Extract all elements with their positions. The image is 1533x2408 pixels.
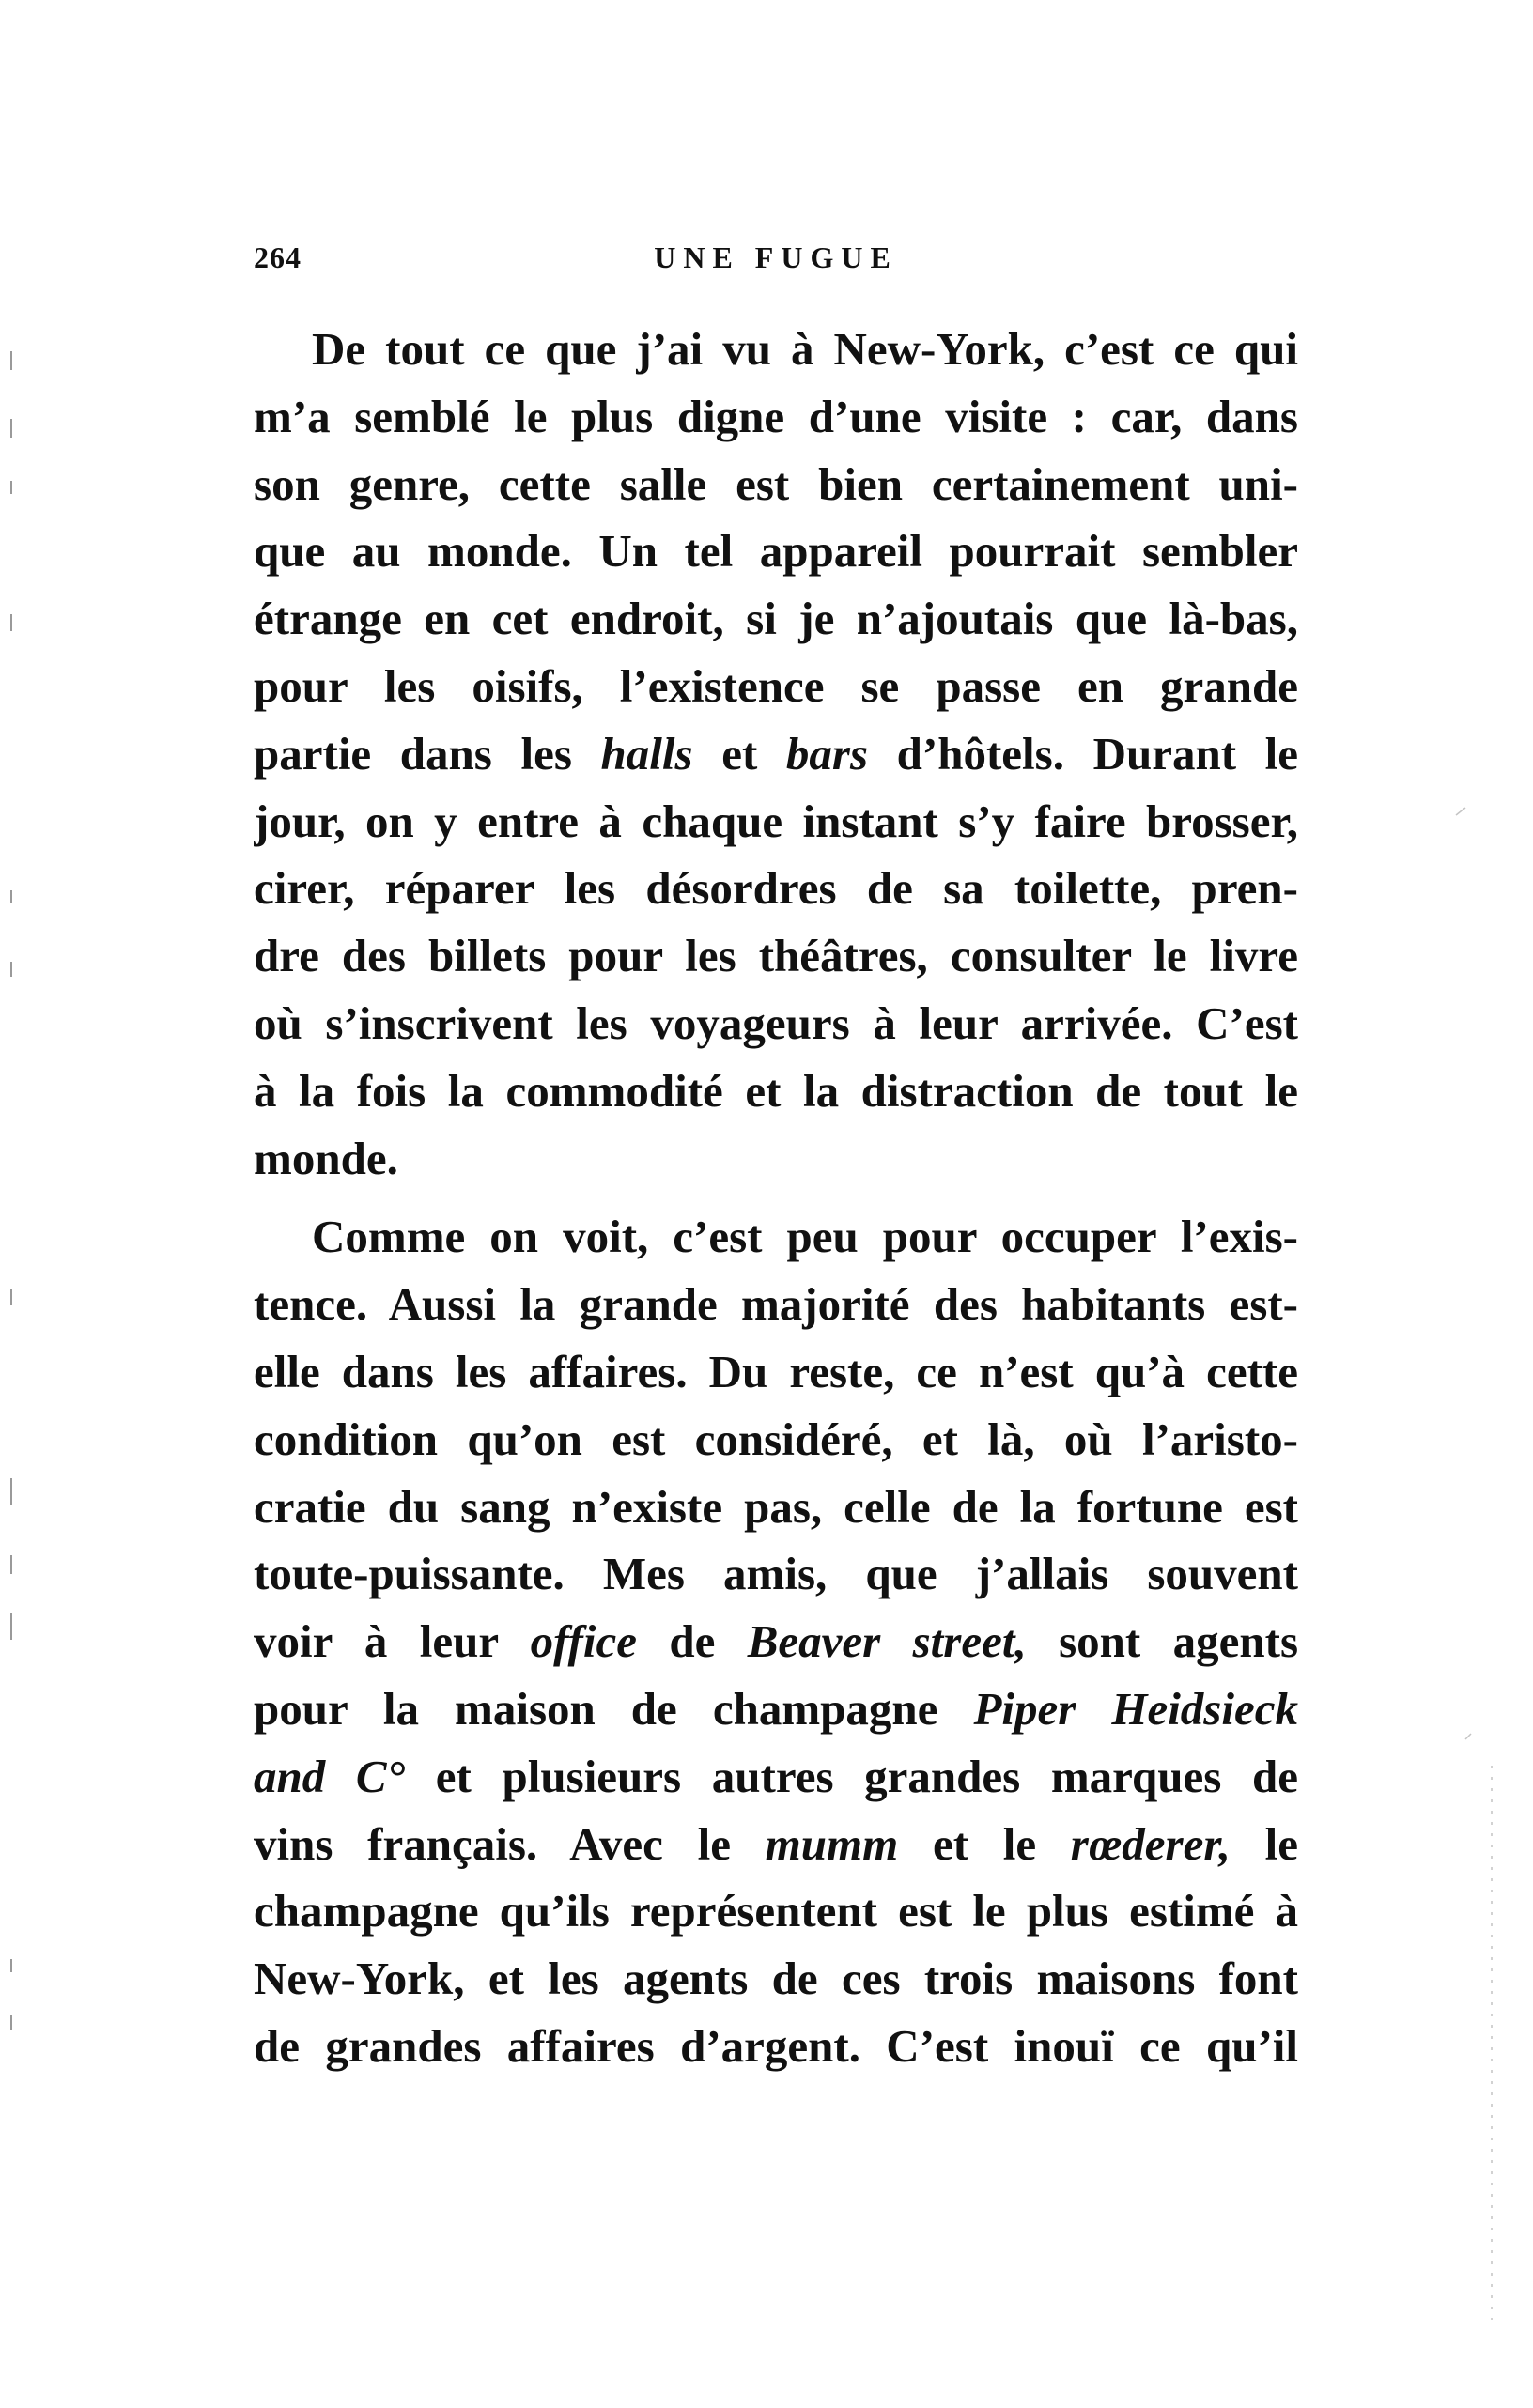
text-run: partie dans les [254, 727, 601, 780]
italic-term: rœderer, [1070, 1817, 1231, 1870]
italic-term: bars [785, 727, 869, 780]
text-run: vins français. Avec le [254, 1817, 766, 1870]
text-line: où s’inscrivent les voyageurs à leur arrivée. C’est [254, 996, 1298, 1049]
text-run: d’hôtels. Durant le [868, 727, 1298, 780]
text-run: et le [898, 1817, 1071, 1870]
text-run: sont agents [1026, 1615, 1298, 1668]
text-run: et [692, 727, 786, 780]
italic-term: and C° [254, 1750, 406, 1802]
text-line: dre des billets pour les théâtres, consulter le livre [254, 930, 1298, 982]
scan-speck [1456, 808, 1465, 815]
text-line: De tout ce que j’ai vu à New-York, c’est ce qui [312, 323, 1298, 375]
text-line: condition qu’on est considéré, et là, où l’aristo- [254, 1412, 1298, 1465]
text-run: et plusieurs autres grandes marques de [405, 1750, 1298, 1802]
text-line [254, 720, 1298, 788]
text-line: Comme on voit, c’est peu pour occuper l’exis- [312, 1211, 1298, 1263]
page-number: 264 [254, 240, 302, 274]
text-line: pour les oisifs, l’existence se passe en grande [254, 659, 1298, 712]
italic-term: mumm [765, 1817, 899, 1870]
text-line: toute-puissante. Mes amis, que j’allais souvent [254, 1548, 1298, 1600]
text-line: que au monde. Un tel appareil pourrait sembler [254, 525, 1298, 578]
paragraph-gap [254, 1192, 1298, 1203]
text-run: le [1230, 1817, 1298, 1870]
text-line: champagne qu’ils représentent est le plus estimé à [254, 1885, 1298, 1937]
text-run: voir à leur [254, 1615, 531, 1668]
running-head [254, 240, 1298, 287]
text-line: étrange en cet endroit, si je n’ajoutais que là-bas, [254, 593, 1298, 645]
italic-term: Piper Heidsieck [973, 1682, 1298, 1735]
text-line: son genre, cette salle est bien certainement uni- [254, 457, 1298, 510]
text-line: elle dans les affaires. Du reste, ce n’est qu’à cette [254, 1345, 1298, 1397]
italic-term: office [530, 1615, 637, 1668]
text-line: cratie du sang n’existe pas, celle de la fortune est [254, 1480, 1298, 1533]
running-title: UNE FUGUE [654, 240, 898, 274]
text-run: de [636, 1615, 748, 1668]
text-line: monde. [254, 1132, 398, 1184]
body-text [254, 316, 1298, 2080]
scan-speck [1465, 1734, 1471, 1739]
text-line: à la fois la commodité et la distraction de tout le [254, 1064, 1298, 1117]
text-line [254, 1675, 1298, 1743]
text-line: New-York, et les agents de ces trois maisons font [254, 1953, 1298, 2005]
text-line: cirer, réparer les désordres de sa toilette, pren- [254, 862, 1298, 915]
text-line [254, 1811, 1298, 1878]
text-line: m’a semblé le plus digne d’une visite : car, dans [254, 390, 1298, 442]
text-line [254, 1608, 1298, 1675]
text-run: pour la maison de champagne [254, 1682, 974, 1735]
text-line [254, 1743, 1298, 1811]
text-line: jour, on y entre à chaque instant s’y faire brosser, [254, 795, 1298, 847]
text-line: tence. Aussi la grande majorité des habitants est- [254, 1278, 1298, 1331]
text-line: de grandes affaires d’argent. C’est inouï ce qu’il [254, 2019, 1298, 2072]
italic-term: Beaver street, [747, 1615, 1027, 1668]
italic-term: halls [600, 727, 693, 780]
